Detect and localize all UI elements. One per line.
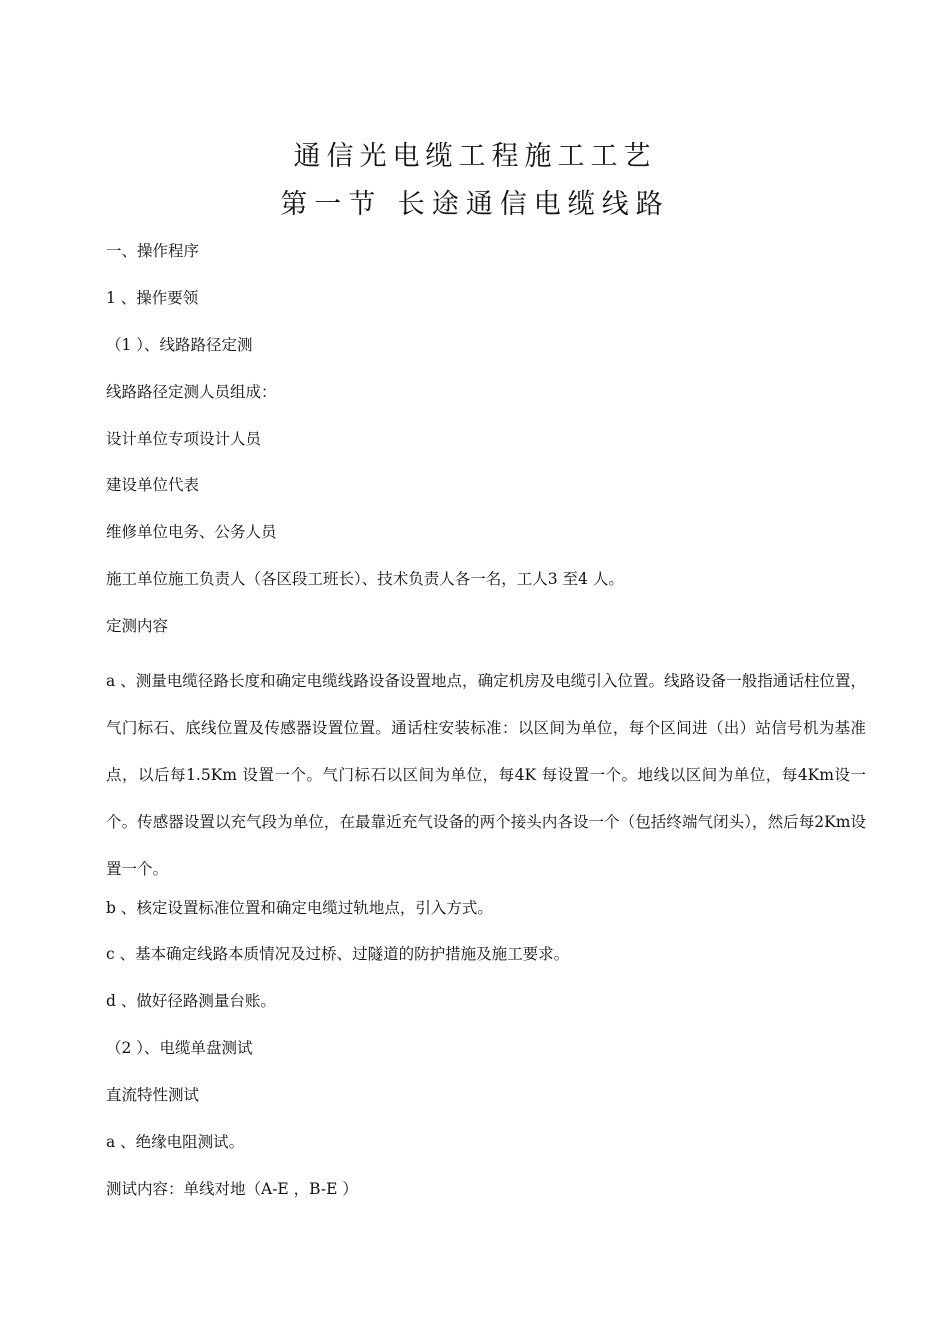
heading-dc-test: 直流特性测试: [106, 1086, 200, 1105]
text-line: 设计单位专项设计人员: [106, 429, 262, 448]
heading-route-survey: （1 ）、线路路径定测: [106, 335, 253, 354]
item-a-insulation: a 、绝缘电阻测试。: [106, 1133, 245, 1151]
heading-cable-test: （2 ）、电缆单盘测试: [106, 1039, 253, 1058]
heading-survey-content: 定测内容: [106, 617, 169, 636]
text-line: 测试内容：单线对地（A-E ，B-E ）: [106, 1179, 358, 1198]
text-line: 建设单位代表: [106, 476, 200, 495]
item-b: b 、核定设置标准位置和确定电缆过轨地点，引入方式。: [106, 898, 493, 917]
heading-operation-essentials: 1 、操作要领: [106, 288, 199, 307]
item-c: c 、基本确定线路本质情况及过桥、过隧道的防护措施及施工要求。: [106, 945, 570, 964]
text-line: 维修单位电务、公务人员: [106, 523, 277, 542]
item-d: d 、做好径路测量台账。: [106, 992, 276, 1011]
text-line: 线路路径定测人员组成：: [106, 382, 277, 401]
paragraph-a: a 、测量电缆径路长度和确定电缆线路设备设置地点，确定机房及电缆引入位置。线路设备一般指通话柱位置，气门标石、底线位置及传感器设置位置。通话柱安装标准：以区间为单位，每个区间进（出）站信号机为基准点，以后每1.5Km 设置一个。气门标石以区间为单位，每4K 每设置一个。地线以区间为单位，每4Km设一个。传感器设置以充气段为单位，在最靠近充气设备的两个接头内各设一个（包括终端气闭头），然后每2Km设置一个。: [106, 672, 866, 878]
section-title: 第一节 长途通信电缆线路: [280, 189, 670, 220]
text-line: 施工单位施工负责人（各区段工班长）、技术负责人各一名，工人3 至4 人。: [106, 570, 624, 589]
heading-operation-procedure: 一、操作程序: [106, 242, 200, 260]
document-body: [106, 236, 866, 1221]
document-title: 通信光电缆工程施工工艺: [293, 141, 657, 172]
